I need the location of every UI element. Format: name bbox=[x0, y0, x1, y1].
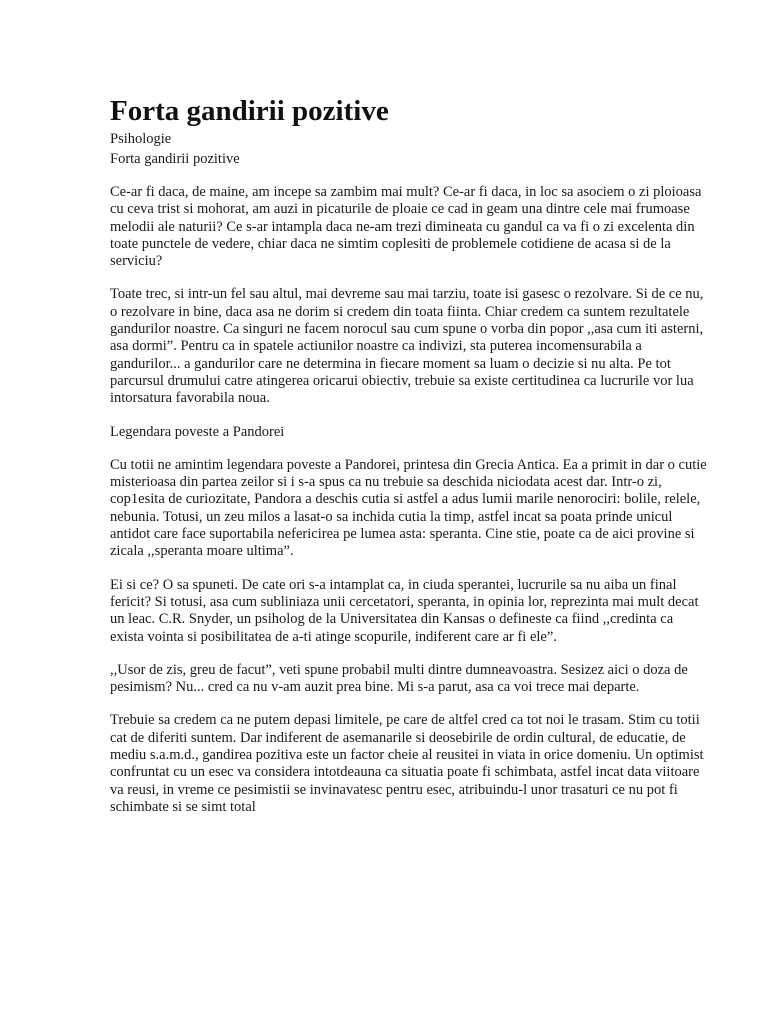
paragraph-intro: Ce-ar fi daca, de maine, am incepe sa zambim mai mult? Ce-ar fi daca, in loc sa asociem o zi ploioasa cu ceva trist si mohorat, am auzi in picaturile de ploaie ce cad in geam una dintre cele mai frumoase melodii ale naturii? Ce s-ar intampla daca ne-am trezi dimineata cu gandul ca va fi o zi excelenta din toate punctele de vedere, chiar daca ne simtim coplesiti de problemele cotidiene de acasa si de la serviciu? bbox=[110, 184, 702, 270]
document-title: Forta gandirii pozitive bbox=[110, 95, 389, 127]
document-category: Psihologie bbox=[110, 131, 172, 147]
paragraph-hope: Ei si ce? O sa spuneti. De cate ori s-a intamplat ca, in ciuda sperantei, lucrurile sa nu aiba un final fericit? Si totusi, asa cum subliniaza unii cercetatori, speranta, in opinia lor, reprezinta mai mult decat un leac. C.R. Snyder, un psiholog de la Universitatea din Kansas o defineste ca fiind ,,credinta ca exista vointa si posibilitatea de a-ti atinge scopurile, indiferent care ar fi ele”. bbox=[110, 576, 699, 645]
document-subtitle: Forta gandirii pozitive bbox=[110, 151, 240, 167]
document-page bbox=[110, 94, 710, 832]
paragraph-pandora: Cu totii ne amintim legendara poveste a Pandorei, printesa din Grecia Antica. Ea a primit in dar o cutie misterioasa din partea zeilor si i s-a spus ca nu trebuie sa deschida niciodata acest dar. Intr-o zi, cop1esita de curiozitate, Pandora a deschis cutia si astfel a adus lumii marile nenorociri: bolile, relele, nebunia. Totusi, un zeu milos a lasat-o sa inchida cutia la timp, astfel incat sa poata prinde unicul antidot care face suportabila nefericirea pe lumea asta: speranta. Cine stie, poate ca de aici provine si zicala ,,speranta moare ultima”. bbox=[110, 456, 707, 560]
paragraph-thoughts: Toate trec, si intr-un fel sau altul, mai devreme sau mai tarziu, toate isi gasesc o rezolvare. Si de ce nu, o rezolvare in bine, daca asa ne dorim si credem din toata fiinta. Chiar credem ca suntem rezultatele gandurilor noastre. Ca singuri ne facem norocul sau cum spune o vorba din popor ,,asa cum iti asterni, asa dormi”. Pentru ca in spatele actiunilor noastre ca indivizi, sta puterea incomensurabila a gandurilor... a gandurilor care ne determina in fiecare moment sa luam o decizie si nu alta. Pe tot parcursul drumului catre atingerea oricarui obiectiv, trebuie sa existe certitudinea ca lucrurile vor lua intorsatura favorabila noua. bbox=[110, 286, 704, 407]
document-body bbox=[110, 184, 710, 816]
paragraph-pessimism: ,,Usor de zis, greu de facut”, veti spune probabil multi dintre dumneavoastra. Sesizez aici o doza de pesimism? Nu... cred ca nu v-am auzit prea bine. Mi s-a parut, asa ca voi trece mai departe. bbox=[110, 661, 688, 696]
paragraph-limits: Trebuie sa credem ca ne putem depasi limitele, pe care de altfel cred ca tot noi le trasam. Stim cu totii cat de diferiti suntem. Dar indiferent de asemanarile si deosebirile de ordin cultural, de educatie, de mediu s.a.m.d., gandirea pozitiva este un factor cheie al reusitei in viata in orice domeniu. Un optimist confruntat cu un esec va considera intotdeauna ca situatia poate fi schimbata, astfel incat data viitoare va reusi, in vreme ce pesimistii se invinavatesc pentru esec, atribuindu-l unor trasaturi ce nu pot fi schimbate si se simt total bbox=[110, 712, 704, 815]
section-heading-pandora: Legendara poveste a Pandorei bbox=[110, 423, 285, 440]
